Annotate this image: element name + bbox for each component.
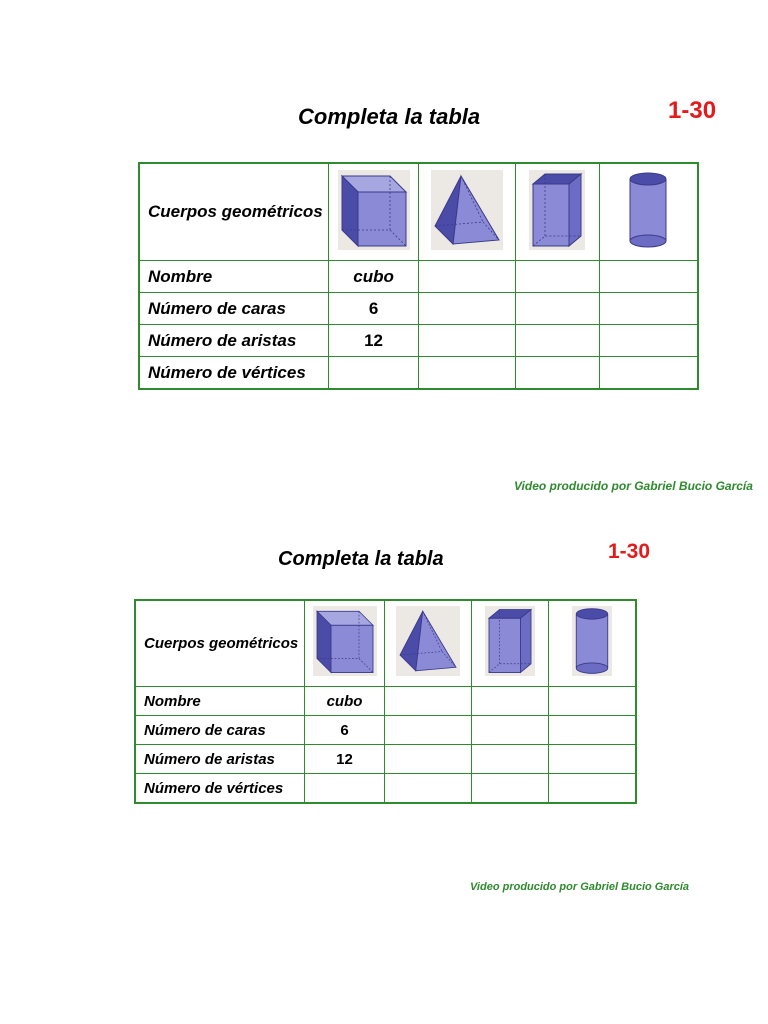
row-label: Nombre [135,687,304,716]
credit-text: Video producido por Gabriel Bucio García [514,479,753,493]
credit-text: Video producido por Gabriel Bucio García [470,881,690,893]
table-cell [548,774,636,804]
table-cell [515,293,599,325]
row-label: Número de vértices [135,774,304,804]
table-cell: 12 [328,325,418,357]
table-row [135,716,636,745]
prism-cell [515,163,599,261]
table-cell [419,261,515,293]
table-cell [419,357,515,390]
table-cell [472,716,548,745]
table-cell [599,261,698,293]
table-cell [599,325,698,357]
table-row [139,357,698,390]
table-row [139,261,698,293]
table-cell [385,687,472,716]
cylinder-cell [548,600,636,687]
slide-title: Completa la tabla [278,548,444,570]
worksheet-slide-2 [0,530,768,930]
pyramid-icon [396,606,460,676]
table-cell [472,774,548,804]
cube-icon [313,606,377,676]
row-label: Número de caras [135,716,304,745]
cylinder-icon [626,170,670,250]
table-cell: 6 [304,716,384,745]
table-row [135,687,636,716]
row-label: Número de caras [139,293,328,325]
table-cell [472,687,548,716]
prism-cell [472,600,548,687]
table-cell: 6 [328,293,418,325]
row-label: Nombre [139,261,328,293]
table-cell [548,745,636,774]
table-cell [548,687,636,716]
table-cell [304,774,384,804]
cylinder-icon [572,606,612,676]
table-cell [385,716,472,745]
exercise-code: 1-30 [668,97,717,124]
table-row [139,325,698,357]
pyramid-cell [419,163,515,261]
header-label: Cuerpos geométricos [139,163,328,261]
row-label: Número de vértices [139,357,328,390]
table-cell: cubo [328,261,418,293]
table-cell [515,357,599,390]
pyramid-cell [385,600,472,687]
table-cell [599,357,698,390]
table-cell [472,745,548,774]
table-row [135,745,636,774]
geometry-table [138,162,699,390]
table-cell: cubo [304,687,384,716]
table-cell [599,293,698,325]
cube-cell [304,600,384,687]
table-cell [548,716,636,745]
table-cell [385,774,472,804]
table-cell: 12 [304,745,384,774]
pyramid-icon [431,170,503,250]
table-cell [419,293,515,325]
prism-icon [485,606,535,676]
geometry-table [134,599,637,804]
table-cell [515,325,599,357]
cube-icon [338,170,410,250]
cube-cell [328,163,418,261]
slide-title: Completa la tabla [298,104,481,129]
worksheet-slide-1 [0,0,768,510]
exercise-code: 1-30 [608,540,651,563]
header-label: Cuerpos geométricos [135,600,304,687]
row-label: Número de aristas [135,745,304,774]
table-cell [419,325,515,357]
table-cell [515,261,599,293]
row-label: Número de aristas [139,325,328,357]
table-row [139,293,698,325]
prism-icon [529,170,585,250]
table-row [135,774,636,804]
table-cell [385,745,472,774]
table-cell [328,357,418,390]
cylinder-cell [599,163,698,261]
